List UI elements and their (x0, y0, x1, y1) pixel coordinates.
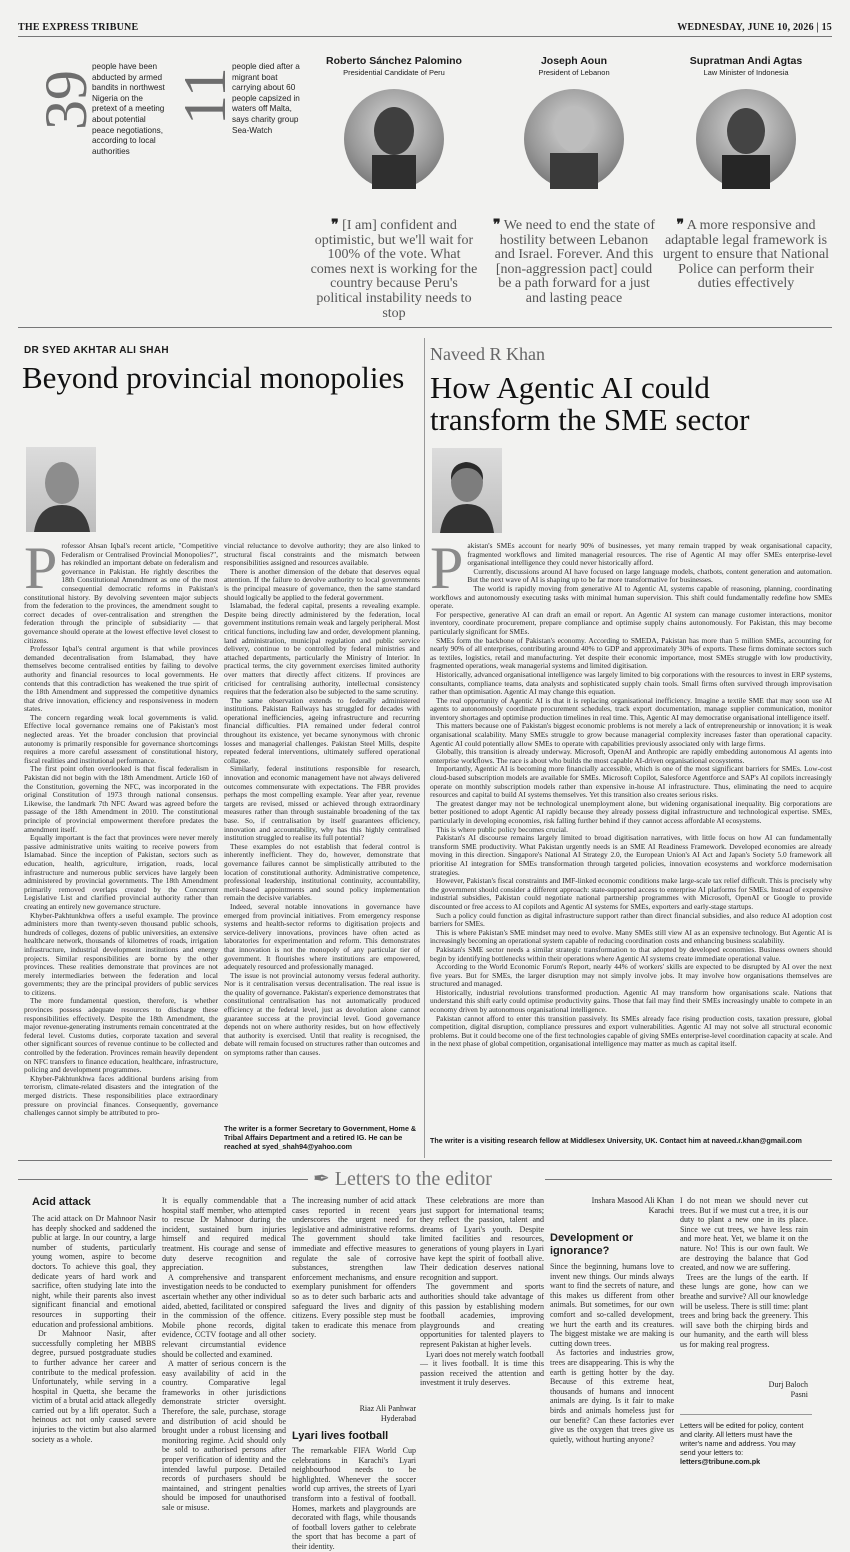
paragraph: Historically, advanced organisational intelligence was largely limited to big corporations with the resources to invest in ERP systems, consultants, compliance teams, data analysts and sophisticated supply chain tools. Small firms often survived through improvisation rather than optimisation. Agentic AI may change this equation. (430, 669, 832, 697)
quote-block-3 (660, 55, 832, 292)
paragraph: This is where public policy becomes crucial. (436, 824, 568, 834)
paragraph: Globally, this transition is already underway. Microsoft, OpenAI and Anthropic are rapidly embedding autonomous AI agents into enterprise workflows. The race is about who builds the most capable AI-driven organisational ecosystems. (430, 747, 832, 765)
paragraph: The real opportunity of Agentic AI is that it is replacing organisational inefficiency. Imagine a textile SME that may soon use AI agents to autonomously coordinate procurement schedules, track export documentation, manage supplier communication, monitor inventory shortages and optimise production timelines in real time. This, Agentic AI may democratise organisational intelligence itself. (430, 695, 832, 722)
paragraph: These celebrations are more than just support for international teams; they reflect the passion, talent and dreams of Lyari's youth. Despite limited facilities and resources, generations of young players in Lyari have kept the spirit of football alive. Their dedication deserves national recognition and support. (420, 1196, 544, 1282)
paragraph: Dr Mahnoor Nasir, after successfully completing her MBBS degree, pursued postgraduate studies to further advance her career and contribute to the medical profession. Unfortunately, while serving in a hospital in Quetta, she became the victim of a brutal acid attack allegedly carried out by a lift operator. Such a heinous act not only caused severe injuries to the victim but also alarmed society as a whole. (32, 1329, 156, 1444)
article1-title: Beyond provincial monopolies (22, 360, 405, 395)
paragraph: Trees are the lungs of the earth. If these lungs are gone, how can we breathe and survive? All our knowledge will be useless. There is still time: plant trees and bring back the greenery. This will save both the chirping birds and our humanity, and the earth will bless us for making real progress. (680, 1272, 808, 1349)
paragraph: A matter of serious concern is the easy availability of acid in the country. Comparative legal frameworks in other jurisdictions demonstrate stricter oversight. Therefore, the sale, purchase, storage and distribution of acid should be brought under a robust licensing and monitoring regime. Acid should only be sold to authorised persons after proper verification of identity and the intended lawful purpose. Detailed records of purchasers should be maintained, and stringent penalties should be imposed for unauthorised sale or misuse. (162, 1359, 286, 1512)
portrait-photo (524, 89, 624, 189)
paragraph: Khyber-Pakhtunkhwa faces additional burdens arising from terrorism, climate-related disasters and the integration of the merged districts. These responsibilities place extraordinary pressure on provincial finances. Consequently, governance challenges cannot simply be attributed to pro- (24, 1073, 218, 1118)
pen-nib-icon: ✒ (313, 1168, 330, 1190)
masthead (18, 20, 832, 37)
paragraph: rofessor Ahsan Iqbal's recent article, "Competitive Federalism or Centralised Provincial Monopolies?", has rekindled an important debate on federalism and governance in Pakistan. He rightly describes the 18th Constitutional Amendment as one of the most consequential democratic reforms in Pakistan's constitutional history. By devolving seventeen major subjects from the federation to the provinces, the amendment sought to correct decades of over-centralisation and strengthen the federation through the principle of subsidiarity — that governance should operate at the lowest effective level closest to citizens. (24, 541, 218, 645)
letters-divider (18, 1160, 832, 1161)
paragraph: Lyari does not merely watch football — it lives football. It is time this passion received the attention and investment it truly deserves. (420, 1349, 544, 1388)
quote-mark-icon: ❞ (676, 218, 685, 233)
paragraph: There is another dimension of the debate that deserves equal attention. If the failure to devolve authority to local governments is the principal measure of governance, then the same standard should logically be applied to the federal government. (224, 566, 420, 602)
page-date: WEDNESDAY, JUNE 10, 2026 | 15 (677, 22, 832, 33)
paragraph: According to the World Economic Forum's Report, nearly 44% of workers' skills are expected to be disrupted by AI over the next five years. But for SMEs, the larger disruption may not simply involve jobs. It may involve how organisations themselves are structured and managed. (430, 962, 832, 989)
paper-name: THE EXPRESS TRIBUNE (18, 22, 139, 33)
paragraph: Equally important is the fact that provinces were never merely passive administrative units waiting to receive powers from Islamabad. Since the inception of Pakistan, sectors such as education, health, agriculture, irrigation, roads, local infrastructure and numerous public services have largely been administered by provincial governments. The 18th Amendment primarily removed overlaps created by the Concurrent Legislative List and clarified provincial authority rather than creating an entirely new governance structure. (24, 833, 218, 911)
paragraph: The same observation extends to federally administered institutions. Pakistan Railways has struggled for decades with operational inefficiencies, ageing infrastructure and recurring financial difficulties. PIA remained under federal control throughout its existence, yet became synonymous with chronic losses and managerial challenges. Pakistan Steel Mills, despite repeated federal interventions, ultimately suffered operational collapse. (224, 695, 420, 765)
author-photo (26, 447, 96, 532)
paragraph: As factories and industries grow, trees are disappearing. This is why the earth is getting hotter by the day. Because of this extreme heat, thousands of humans and innocent animals are dying. Is it fair to make birds and animals homeless just for our benefit? Can these factories ever give us the oxygen that trees give us quietly, without hurting anyone? (550, 1348, 674, 1444)
paragraph: Professor Iqbal's central argument is that while provinces demanded decentralisation from Islamabad, they have themselves become centralised entities by failing to devolve authority and financial resources to local governments. He contends that this contradiction has weakened the true spirit of the 18th Amendment and suppressed the competitive dynamics that drive innovation, efficiency and responsiveness in modern states. (24, 644, 218, 714)
letter-ignorance-col5 (550, 1262, 674, 1484)
article1-author: DR SYED AKHTAR ALI SHAH (24, 345, 169, 356)
paragraph: It is equally commendable that a hospital staff member, who attempted to rescue Dr Mahnoor during the incident, sustained burn injuries himself and required medical treatment. His courage and sense of duty deserve recognition and appreciation. (162, 1196, 286, 1273)
paragraph: The greatest danger may not be technological unemployment alone, but widening organisational inequality. Big corporations are better positioned to adopt Agentic AI rapidly because they already possess digital infrastructure and technological expertise. SMEs, particularly in developing economies, risk falling further behind if they cannot access affordable AI ecosystems. (430, 798, 832, 825)
paragraph: This matters because one of Pakistan's biggest economic problems is not merely a lack of entrepreneurship or innovation; it is weak organisational scalability. Many SMEs struggle to grow because managerial complexity increases faster than operational capacity. Agentic AI could potentially allow SMEs to operate with capabilities previously associated only with large firms. (430, 721, 832, 748)
paragraph: Historically, industrial revolutions transformed production. Agentic AI may transform how organisations scale. Nations that understand this shift early could optimise productivity gains. Those that fail may find their SMEs increasingly unable to compete in an economy driven by autonomous organisational intelligence. (430, 987, 832, 1015)
letter-heading-lyari: Lyari lives football (292, 1430, 389, 1442)
paragraph: The government and sports authorities should take advantage of this passion by establishing modern football academies, improving playgrounds and creating opportunities for talented players to represent Pakistan at higher levels. (420, 1282, 544, 1349)
paragraph: For perspective, generative AI can draft an email or report. An Agentic AI system can manage customer interactions, monitor inventory, coordinate procurement, prepare compliance and optimise supply chains autonomously. For Pakistan, this may become particularly significant for SMEs. (430, 609, 832, 636)
signature-name: Durj Baloch (768, 1380, 808, 1389)
signature-name: Riaz Ali Panhwar (359, 1404, 416, 1413)
dropcap: P (430, 535, 464, 601)
paragraph: Since the beginning, humans love to invent new things. Our minds always want to find the secrets of nature, and this makes us different from other animals. But sometimes, for our own comfort and so-called development, we hurt the earth and its creatures. The biggest mistake we are making is cutting down trees. (550, 1262, 674, 1348)
quote-text-wrap (308, 219, 480, 321)
quote-text: A more responsive and adaptable legal framework is urgent to ensure that National Police can perform their duties effectively (662, 218, 830, 292)
page-number: 15 (821, 22, 832, 33)
paragraph: Such a policy could function as digital infrastructure support rather than direct financial subsidies, and also reduce AI adoption cost barriers for SMEs. (430, 910, 832, 929)
paragraph: These examples do not establish that federal control is inherently inefficient. They do, however, demonstrate that governance failures cannot be simplistically attributed to the location of constitutional authority. Administrative competence, professional leadership, institutional continuity, accountability, merit-based appointments and sound policy implementation remain the decisive variables. (224, 841, 420, 903)
letter-lyari-col4 (420, 1196, 544, 1484)
letter-heading-acid: Acid attack (32, 1196, 91, 1208)
letter-acid-col2 (162, 1196, 286, 1512)
letter-lyari-col3 (292, 1446, 416, 1551)
section-divider (18, 327, 832, 328)
paragraph: Similarly, federal institutions responsible for research, innovation and economic management have not always delivered outcomes commensurate with expectations. The FBR provides perhaps the most compelling example. Year after year, revenue targets are revised, missed or achieved through extraordinary measures rather than through sustainable broadening of the tax base. So, if centralisation by itself guarantees efficiency, innovation and accountability, why has this highly centralised institution struggled to realise its full potential? (224, 764, 420, 843)
letters-email-link[interactable]: letters@tribune.com.pk (680, 1457, 761, 1466)
article2-author: Naveed R Khan (430, 344, 545, 364)
author-photo (432, 448, 502, 533)
paragraph: A comprehensive and transparent investigation needs to be conducted to ascertain whether any other individual aided, abetted, facilitated or conspired in the commission of the offence. Mobile phone records, digital evidence, CCTV footage and all other relevant circumstantial evidence should be collected and examined. (162, 1272, 286, 1359)
letter-acid-col3 (292, 1196, 416, 1402)
paragraph: Pakistan's AI discourse remains largely limited to broad digitisation narratives, with little focus on how AI can fundamentally transform SME productivity. What Pakistan urgently needs is an SME AI Readiness Framework. Developed economies are already moving in this direction. Singapore's National AI Strategy 2.0, the European Union's AI Act and Japan's Society 5.0 framework all prioritise AI integration for SMEs transformation through targeted policies, innovation ecosystems and workforce modernisation strategies. (430, 833, 832, 877)
date-text: WEDNESDAY, JUNE 10, 2026 (677, 22, 814, 33)
signature-city: Pasni (790, 1389, 808, 1399)
paragraph: vincial reluctance to devolve authority; they are also linked to structural fiscal constraints and the mismatch between responsibilities assigned and resources available. (224, 541, 420, 568)
article2-title: How Agentic AI could transform the SME sector (430, 370, 750, 437)
quote-role: Law Minister of Indonesia (703, 68, 789, 77)
stat-number-1: 39 (33, 70, 99, 130)
quote-mark-icon: ❞ (492, 218, 501, 233)
paragraph: SMEs form the backbone of Pakistan's economy. According to SMEDA, Pakistan has more than 5 million SMEs, accounting for nearly 90% of all enterprises, contributing around 40% to GDP and approximately 30% of exports. These firms dominate sectors such as textiles, logistics, retail and manufacturing. Yet despite their economic importance, most SMEs struggle with low productivity, fragmented operations, weak managerial systems and limited digitisation. (430, 635, 832, 671)
letters-policy-box (680, 1414, 812, 1466)
paragraph: Pakistan's SME sector needs a similar strategic transformation to that adopted by developed economies. Business owners should begin by identifying bottlenecks within their operations where Agentic AI systems create immediate operational value. (430, 944, 832, 963)
stat-text-1: people have been abducted by armed bandits in northwest Nigeria on the pretext of a meeting about potential peace negotiations, according to local authorities (92, 62, 165, 156)
quote-name: Supratman Andi Agtas (689, 55, 803, 67)
letters-heading (313, 1166, 492, 1191)
article1-col1 (24, 535, 218, 1174)
stat-text-2: people died after a migrant boat carrying about 60 people capsized in waters off Malta, says charity group Sea-Watch (232, 62, 300, 135)
quote-block-1 (308, 55, 480, 321)
portrait-photo (344, 89, 444, 189)
quote-text: [I am] confident and optimistic, but we'll wait for 100% of the vote. What comes next is working for the country because Peru's political instability needs to stop (310, 218, 478, 321)
letter-heading-ignorance: Development or ignorance? (550, 1232, 634, 1257)
quote-block-2 (488, 55, 660, 307)
paragraph: I do not mean we should never cut trees. But if we must cut a tree, it is our duty to plant a new one in its place. Since we cut trees, we have less rain and more heat. Yet, we blame it on the nature. No! This is our own fault. We are destroying the balance that God created, and now we are suffering. (680, 1196, 808, 1273)
letters-title: Letters to the editor (334, 1168, 492, 1190)
quote-text: We need to end the state of hostility between Lebanon and Israel. Forever. And this [non-aggression pact] could be a path forward for a just and lasting peace (494, 218, 656, 306)
paragraph: Khyber-Pakhtunkhwa offers a useful example. The province administers more than twenty-seven thousand public schools, hundreds of colleges, dozens of public universities, an extensive healthcare network, thousands of kilometres of roads, irrigation infrastructure, industrial development institutions and energy projects. Similar responsibilities are borne by the other provinces. These realities demonstrate that provinces are not merely intermediaries between the federation and local governments; they are the principal providers of public services to citizens. (24, 910, 218, 997)
letters-rule-left (18, 1179, 308, 1180)
article1-footnote: The writer is a former Secretary to Government, Home & Tribal Affairs Department and a retired IG. He can be reached at syed_shah94@yahoo.com (224, 1124, 417, 1151)
letter-ignorance-signature (680, 1380, 808, 1399)
paragraph: The first point often overlooked is that fiscal federalism in Pakistan did not begin with the 18th Amendment. Article 160 of the Constitution, governing the NFC, was incorporated in the original Constitution of 1973 through national consensus. Likewise, the landmark 7th NFC Award was agreed before the passage of the 18th Amendment in 2010. The constitutional principle of provincial empowerment therefore predates the amendment itself. (24, 764, 218, 834)
letter-lyari-signature (550, 1196, 674, 1215)
paragraph: The more fundamental question, therefore, is whether provinces possess adequate resources to discharge these responsibilities effectively. Despite the 18th Amendment, the major revenue-generating instruments remain concentrated at the federal level. Customs duties, corporate taxation and several other significant sources of revenue continue to be collected and controlled by the federation. Provinces remain heavily dependent on NFC transfers to finance education, healthcare, infrastructure, policing and development programmes. (24, 996, 218, 1075)
letter-acid-signature (292, 1404, 416, 1423)
signature-city: Karachi (648, 1205, 674, 1215)
quote-role: Presidential Candidate of Peru (343, 68, 445, 77)
letter-acid-col1 (32, 1214, 156, 1470)
quote-name: Roberto Sánchez Palomino (326, 55, 462, 67)
quote-mark-icon: ❞ (331, 218, 339, 233)
portrait-photo (696, 89, 796, 189)
paragraph: akistan's SMEs account for nearly 90% of businesses, yet many remain trapped by weak organisational capacity, fragmented workflows and limited managerial resources. The rise of Agentic AI may offer SMEs enterprise-level organisational intelligence they could never historically afford. (467, 541, 832, 568)
paragraph: The remarkable FIFA World Cup celebrations in Karachi's Lyari neighbourhood needs to be highlighted. Whenever the soccer world cup arrives, the streets of Lyari transform into a festival of football. Homes, markets and playgrounds are decorated with flags, while thousands of football lovers gather to celebrate the sport that has become a part of their identity. (292, 1446, 416, 1551)
paragraph: The world is rapidly moving from generative AI to Agentic AI, systems capable of reasoning, planning, coordinating workflows and autonomously executing tasks with minimal human supervision. This shift could fundamentally redefine how SMEs operate. (430, 583, 832, 611)
article2-body (430, 535, 832, 1132)
quote-role: President of Lebanon (538, 68, 610, 77)
quote-text-wrap (488, 219, 660, 307)
article1-col2 (224, 542, 420, 1122)
letters-rule-right (545, 1179, 832, 1180)
paragraph: Indeed, several notable innovations in governance have emerged from provincial initiatives. From emergency response systems and health-sector reforms to digitisation projects and service-delivery innovations, provinces have often acted as laboratories for experimentation and reform. This demonstrates that innovation is not the monopoly of any particular tier of government. It flourishes where institutions are empowered, adequately resourced and professionally managed. (224, 901, 420, 972)
paragraph: The increasing number of acid attack cases reported in recent years underscores the urgent need for legislative and administrative reforms. The government should take immediate and effective measures to regulate the sale of corrosive substances, strengthen law enforcement mechanisms, and ensure exemplary punishment for offenders so as to deter such barbaric acts and safeguard the lives and dignity of citizens. Every possible step must be taken to eradicate this menace from society. (292, 1196, 416, 1340)
paragraph: The acid attack on Dr Mahnoor Nasir has deeply shocked and saddened the public at large. In our country, a large number of students, particularly young women, aspire to become doctors. To achieve this goal, they dedicate years of hard work and sacrifice, often studying late into the night, while their parents also invest significant financial and emotional resources in supporting their education and professional ambitions. (32, 1214, 156, 1329)
letters-policy-text: Letters will be edited for policy, content and clarity. All letters must have the writer's name and address. You may send your letters to: (680, 1421, 804, 1457)
paragraph: Pakistan cannot afford to enter this transition passively. Its SMEs already face rising production costs, taxation pressure, global competition, digital disruption, compliance pressures and export vulnerabilities. Agentic AI may not solve all structural economic problems. But it could become one of the first technologies capable of giving SMEs enterprise-level coordination capacity at scale. And in the next phase of global competition, organisational intelligence may matter as much as capital itself. (430, 1013, 832, 1049)
paragraph: Islamabad, the federal capital, presents a revealing example. Despite being directly administered by the federation, local government institutions remain weak and largely peripheral. Most critical functions, including law and order, development planning, land administration, municipal regulation and public service delivery, continue to be controlled by federal ministries and attached departments, particularly the Ministry of Interior. In practical terms, the city government exercises limited authority over matters that directly affect citizens. If provinces are criticised for centralising authority, intellectual consistency requires that the federation also be subjected to the same scrutiny. (224, 601, 420, 697)
paragraph: The concern regarding weak local governments is valid. Effective local governance remains one of Pakistan's most neglected areas. Yet the broader conclusion that provincial autonomy is primarily responsible for governance shortcomings requires a more careful assessment of constitutional history, fiscal realities and institutional performance. (24, 712, 218, 765)
paragraph: This is where Pakistan's SME mindset may need to evolve. Many SMEs still view AI as an expensive technology. But Agentic AI is increasingly becoming an operational system capable of reducing coordination costs and enhancing business scalability. (430, 927, 832, 946)
paragraph: The issue is not provincial autonomy versus federal authority. Nor is it centralisation versus decentralisation. The real issue is the quality of governance. Pakistan's experience demonstrates that constitutional centralisation has not automatically produced efficiency at the federal level, just as devolution alone cannot guarantee success at the provincial level. Good governance depends not on where authority resides, but on how effectively that authority is exercised. Until that reality is recognised, the debate will remain focused on structures rather than outcomes and on symptoms rather than causes. (224, 970, 420, 1058)
dropcap: P (24, 535, 58, 601)
article2-footnote: The writer is a visiting research fellow at Middlesex University, UK. Contact him at naveed.r.khan@gmail.com (430, 1136, 802, 1145)
quote-name: Joseph Aoun (540, 55, 608, 67)
letter-ignorance-col6 (680, 1196, 808, 1376)
paragraph: Importantly, Agentic AI is becoming more financially accessible, which is one of the most significant barriers for SMEs. Low-cost cloud-based subscription models are available for SMEs. Microsoft Copilot, Salesforce Agentforce and SAP's AI copilots increasingly operate on monthly subscription models rather than expensive in-house AI infrastructure. Thus, eliminating the need to acquire resources and capital to build AI systems themselves. Yet this transition also creates serious risks. (430, 764, 832, 800)
quote-text-wrap (660, 219, 832, 292)
paragraph: However, Pakistan's fiscal constraints and IMF-linked economic conditions make large-scale tax relief difficult. This is precisely why the government should consider a different approach: state-supported access to enterprise AI platforms for SMEs. Instead of expensive industrial subsidies, Pakistan could negotiate national partnership programmes with Microsoft, OpenAI or Google to provide discounted or free access to AI copilots and Agentic AI systems for SMEs, exporters and early-stage startups. (430, 876, 832, 911)
column-divider (424, 338, 425, 1158)
signature-city: Hyderabad (380, 1413, 416, 1423)
paragraph: Currently, discussions around AI have focused on large language models, chatbots, content generation and automation. But the next wave of AI is shaping up to be far more transformative for businesses. (467, 566, 832, 585)
signature-name: Inshara Masood Ali Khan (591, 1196, 674, 1205)
stat-number-2: 11 (172, 67, 238, 125)
